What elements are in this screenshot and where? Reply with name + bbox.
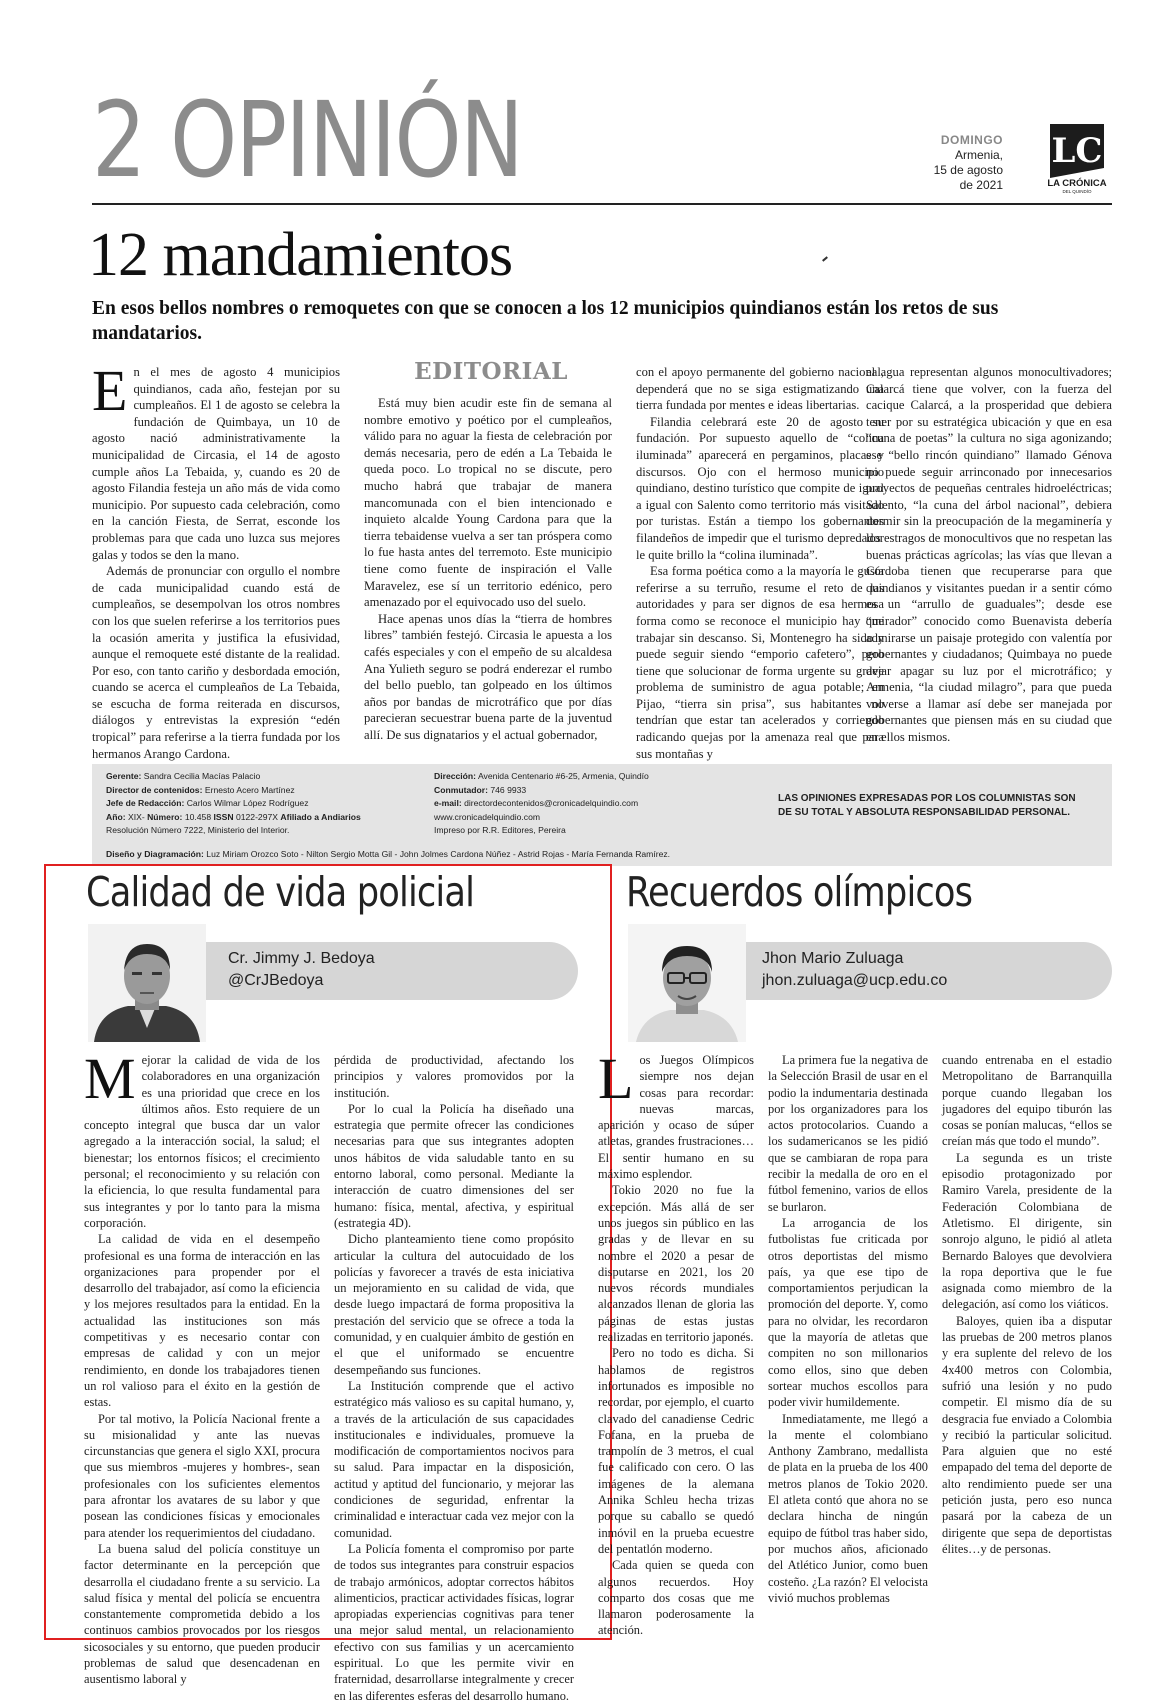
editorial-column-3 xyxy=(636,364,884,761)
editorial-column-1 xyxy=(92,358,340,761)
column-left-dropcap: M xyxy=(84,1046,136,1111)
logo-sub: DEL QUINDÍO xyxy=(1062,189,1092,194)
column-title-left: Calidad de vida policial xyxy=(86,868,475,916)
author-portrait-left xyxy=(88,924,206,1042)
author-name: Cr. Jimmy J. Bedoya xyxy=(228,950,375,967)
column-right-dropcap: L xyxy=(598,1046,634,1111)
paragraph: Cada quien se queda con algunos recuerdos. Hoy comparto dos cosas que me llamaron poderosamente la atención. xyxy=(598,1558,754,1638)
paragraph: Tokio 2020 no fue la excepción. Más allá de ser unos juegos sin público en las gradas y de llevar en su nombre el 2020 a pesar de disputarse en 2021, los 20 nuevos récords mundiales alcanzados llenan de gloria las páginas de estas justas realizadas en territorio japonés. xyxy=(598,1183,754,1345)
paragraph: con el apoyo permanente del gobierno nacional, dependerá que no se siga estigmatizando una tierra fundada por mentes e ideas libertarias. xyxy=(636,365,884,413)
paragraph: Filandia celebrará este 20 de agosto su fundación. Por supuesto aquello de “colina iluminada” aparecerá en pergaminos, placas y discursos. Ojo con el hermoso municipio quindiano, destino turístico que compite de igual a igual con Salento como territorio más visitado por turistas. Están a tiempo los gobernantes filandeños de impedir que el turismo depredador le quite brillo la “colina iluminada”. xyxy=(636,414,884,562)
disclaimer-notice: LAS OPINIONES EXPRESADAS POR LOS COLUMNISTAS SON DE SU TOTAL Y ABSOLUTA RESPONSABILIDAD PERSONAL. xyxy=(778,793,1076,818)
editorial-column-2 xyxy=(364,395,612,755)
column-right-text-2 xyxy=(768,1052,928,1632)
date-line1: 15 de agosto xyxy=(933,163,1003,177)
editorial-label: EDITORIAL xyxy=(414,358,568,385)
column-title-right: Recuerdos olímpicos xyxy=(626,868,973,916)
paragraph: Inmediatamente, me llegó a la mente el colombiano Anthony Zambrano, medallista de plata en la prueba de los 400 metros planos de Tokio 2020. El atleta contó que ahora no se declara hincha de ningún equipo de fútbol tras haber sido, por muchos años, aficionado del Atlético Junior, como buen costeño. ¿La razón? El velocista vivió muchos problemas xyxy=(768,1411,928,1605)
paragraph: La buena salud del policía constituye un factor determinante en la percepción que desarrolla el ciudadano frente a su servicio. La salud física y mental del policía se encuentra constantemente comprometida debido a los continuos cambios provocados por los riesgos sicosociales y su entorno, que pueden producir problemas de salud que desencadenan en ausentismo laboral y xyxy=(84,1541,320,1687)
column-right-text-1 xyxy=(598,1046,754,1638)
editorial-deck: En esos bellos nombres o remoquetes con que se conocen a los 12 municipios quindianos están los retos de sus mandatarios. xyxy=(92,298,999,344)
editorial-headline: 12 mandamientos xyxy=(88,221,513,289)
column-right-text-3 xyxy=(942,1052,1112,1632)
author-portrait-right xyxy=(628,924,746,1042)
paragraph: os Juegos Olímpicos siempre nos dejan cosas para recordar: nuevas marcas, aparición y ocaso de súper atletas, grandes frustraciones… El sentir humano en su máximo esplendor. xyxy=(598,1053,754,1182)
date-line2: de 2021 xyxy=(959,178,1003,192)
paragraph: ejorar la calidad de vida de los colaboradores en una organización es una prioridad que crece en los últimos años. Esto requiere de un concepto integral que busca dar un valor agregado a la interacción social, la salud; el bienestar; los entornos físicos; el crecimiento personal; el reconocimiento y su relación con la eficiencia, lo que resulta fundamental para sus integrantes y por lo tanto para la misma corporación. xyxy=(84,1053,320,1230)
paragraph: Hace apenas unos días la “tierra de hombres libres” también festejó. Circasia le apuesta a los cafés especiales y con el empeño de su alcaldesa Ana Yulieth seguro se podrá enderezar el rumbo del bello pueblo, tan golpeado en los últimos años por bandas de microtráfico que por días parecieran secuestrar buena parte de la juventud allí. De sus dignatarios y el actual gobernador, xyxy=(364,611,612,742)
author-bar-left xyxy=(152,942,578,1000)
paragraph: La arrogancia de los futbolistas fue criticada por otros deportistas del mismo país, ya que ese tipo de comportamientos perjudican la promoción del deporte. Y, como para no olvidar, les recordaron que la mayoría de atletas que compiten no son millonarios como ellos, sino que deben sortear muchos escollos para poder vivir humildemente. xyxy=(768,1215,928,1410)
paragraph: pérdida de productividad, afectando los principios y valores promovidos por la institución. xyxy=(334,1053,574,1100)
logo-name: LA CRÓNICA xyxy=(1047,178,1107,189)
section-title: 2 OPINIÓN xyxy=(92,79,523,201)
date-city: Armenia, xyxy=(954,148,1003,162)
header-rule xyxy=(92,203,1112,205)
newspaper-logo xyxy=(1040,120,1114,194)
paragraph: n el mes de agosto 4 municipios quindianos, cada año, festejan por su cumpleaños. El 1 de agosto se celebra la fundación de Quimbaya, un 10 de agosto nació administrativamente la municipalidad de Circasia, el 14 de agosto cumple años La Tebaida, y, cuando es 20 de agosto Filandia festeja un año más de vida como municipio. Por supuesto cada celebración, como en la canción Fiesta, de Serrat, esconde los problemas para que cada uno luzca sus mejores galas y todos se den la mano. xyxy=(92,365,340,562)
paragraph: Esa forma poética como a la mayoría le gusta referirse a su terruño, resume el reto de las autoridades y para ser dignos de esa hermosa forma como se reconoce el municipio hay que trabajar sin descanso. Si, Montenegro ha sido y puede seguir siendo “emporio cafetero”, pero tiene que solucionar de forma urgente su grave problema de suministro de agua potable; en Pijao, “tierra sin prisa”, sus habitantes no tendrían que estar tan acelerados y corriendo radicando quejas por la amenaza real que para sus montañas y xyxy=(636,564,884,761)
logo-letters: LC xyxy=(1051,131,1103,171)
editorial-column-4 xyxy=(866,364,1112,754)
paragraph: La segunda es un triste episodio protagonizado por Ramiro Varela, presidente de la Federación Colombiana de Atletismo. El dirigente, sin sonrojo alguno, le pidió al atleta Bernardo Baloyes que devolviera la ropa deportiva que le fue asignada como miembro de la delegación, así como los viáticos. xyxy=(942,1150,1112,1312)
paragraph: Pero no todo es dicha. Si hablamos de registros infortunados es imposible no recordar, por ejemplo, el cuarto clavado del canadiense Cedric Fofana, en la prueba de trampolín de 3 metros, el cual fue calificado con cero. O las imágenes de la alemana Annika Schleu hecha trizas porque su caballo se quedó inmóvil en la prueba ecuestre del pentatlón moderno. xyxy=(598,1346,754,1556)
paragraph: el agua representan algunos monocultivadores; Calarcá tiene que volver, con la fuerza del cacique Calarcá, a la prosperidad que debiera tener por su estratégica ubicación y que en esa “cuna de poetas” la cultura no siga agonizando; ese “bello rincón quindiano” llamado Génova no puede seguir arrinconado por innecesarios proyectos de pequeñas centrales hidroeléctricas; Salento, “la cuna del árbol nacional”, debiera dormir sin la preocupación de la megaminería y los estragos de monocultivos que no respetan las buenas prácticas agrícolas; las vías que llevan a Córdoba tienen que recuperarse para que quindianos y visitantes puedan ir a sentir cómo es un “arrullo de guaduales”; desde ese “mirador” conocido como Buenavista debería admirarse un paisaje protegido con valentía por gobernantes y ciudadanos; Quimbaya no puede dejar apagar su luz por el microtráfico; y Armenia, “la ciudad milagro”, para que pueda volverse a llamar así debe ser manejada por gobernantes que piensen más en su ciudad que en ellos mismos. xyxy=(866,365,1112,745)
masthead-middle: Dirección: Avenida Centenario #6-25, Armenia, Quindío Conmutador: 746 9933 e-mail: directordecontenidos@cronicadelquindio.com www.cronicadelquindio.com Impreso por R.R. Editores, Pereira xyxy=(434,771,649,836)
column-left-text-2 xyxy=(334,1052,574,1703)
column-left-text-1 xyxy=(84,1046,320,1687)
paragraph: Por tal motivo, la Policía Nacional frente a su misionalidad y ante las nuevas circunstancias que genera el siglo XXI, procura que sus miembros -mujeres y hombres-, sean profesionales con los suficientes elementos para afrontar los avatares de su labor y que posean las condiciones físicas y emocionales para atender los requerimientos del ciudadano. xyxy=(84,1411,320,1540)
paragraph: Dicho planteamiento tiene como propósito articular la cultura del autocuidado de los policías y favorecer a través de esta iniciativa un mejoramiento en su calidad de vida, que desde luego impactará de forma propositiva la prestación del servicio que se ofrece a toda la comunidad, y en cualquier ámbito de gestión en el que el uniformado se encuentre desempeñando sus funciones. xyxy=(334,1232,574,1377)
paragraph: Además de pronunciar con orgullo el nombre de cada municipalidad cuando está de cumpleaños, se desempolvan los otros nombres con los que suelen referirse a los territorios pues la ocasión amerita y justifica la efusividad, aunque el remoquete esté distante de la realidad. Por eso, con tanto cariño y desbordada emoción, cuando se acerca el cumpleaños de La Tebaida, se escucha de forma reiterada en discursos, diálogos y entrevistas la expresión “edén tropical” para referirse a la tierra fundada por los hermanos Arango Cardona. xyxy=(92,564,340,761)
date-day: DOMINGO xyxy=(940,133,1003,147)
author-bar-right xyxy=(692,942,1112,1000)
paragraph: Está muy bien acudir este fin de semana al nombre emotivo y poético por el cumpleaños, válido para no aguar la fiesta de celebración por demás necesaria, pero de edén a La Tebaida le queda poco. Lo tropical no se discute, pero mucho habrá que trabajar de manera mancomunada con el bien intencionado e inquieto alcalde Young Cardona para que la tierra tebaidense vuelva a ser tan próspera como lo fue hasta antes del terremoto. Este municipio tiene como fuente de inspiración el Valle Maravelez, ese sí un territorio edénico, pero amenazado por el equivocado uso del suelo. xyxy=(364,396,612,610)
masthead xyxy=(92,764,1112,866)
author-name: Jhon Mario Zuluaga xyxy=(762,950,904,967)
date-block xyxy=(934,133,1003,193)
paragraph: Baloyes, quien iba a disputar las pruebas de 200 metros planos y era suplente del relevo de los 4x400 metros con Colombia, sufrió una lesión y no pudo competir. El mismo día de su desgracia fue enviado a Colombia y recibió la particular solicitud. Para alguien que no esté empapado del tema del deporte de alto rendimiento puede ser una petición justa, pero eso nunca pasará por la cabeza de un dirigente que sepa de deportistas élites…y de personas. xyxy=(942,1313,1112,1556)
author-handle: @CrJBedoya xyxy=(228,972,324,989)
paragraph: La calidad de vida en el desempeño profesional es una forma de interacción en las organizaciones para propender por el desarrollo del trabajador, así como la eficiencia y los mejores resultados para la entidad. En la actualidad las instituciones son más competitivas y es necesario contar con empresas de calidad y con un mejor rendimiento, en donde los trabajadores tienen un rol valioso para el éxito en la gestión de estas. xyxy=(84,1232,320,1410)
paragraph: La Institución comprende que el activo estratégico más valioso es su capital humano, y, a través de la articulación de sus capacidades institucionales e individuales, promueve la modificación de comportamientos nocivos para su salud. Para impactar en la disposición, actitud y aptitud del funcionario, y mejorar las condiciones de seguridad, enfrentar la criminalidad e interactuar cada vez mejor con la comunidad. xyxy=(334,1378,574,1540)
editorial-dropcap: E xyxy=(92,358,128,423)
masthead-left: Gerente: Sandra Cecilia Macías Palacio Director de contenidos: Ernesto Acero Martínez Jefe de Redacción: Carlos Wilmar López Rodríguez Año: XIX- Número: 10.458 ISSN 0122-297X Afiliado a Andiarios Resolución Número 7222, Ministerio del Interior. xyxy=(106,771,361,836)
paragraph: La Policía fomenta el compromiso por parte de todos sus integrantes para construir espacios de trabajo armónicos, adoptar correctos hábitos alimenticios, practicar actividades físicas, lograr apropiadas experiencias cognitivas para tener una mejor salud mental, un relacionamiento efectivo con sus familias y un acercamiento espiritual. Lo que les permite vivir en fraternidad, desarrollarse integralmente y crecer en las diferentes esferas del desarrollo humano. xyxy=(334,1541,574,1703)
masthead-design: Diseño y Diagramación: Luz Miriam Orozco Soto - Nilton Sergio Motta Gil - John Jolmes Cardona Núñez - Astrid Rojas - María Fernanda Ramírez. xyxy=(106,849,671,859)
author-email: jhon.zuluaga@ucp.edu.co xyxy=(762,972,948,989)
paragraph: Por lo cual la Policía ha diseñado una estrategia que permite ofrecer las condiciones necesarias para que sus integrantes adopten unos hábitos de vida saludable tanto en su entorno laboral, como personal. Mediante la interacción de cuatro dimensiones del ser humano: física, mental, afectiva, y espiritual (estrategia 4D). xyxy=(334,1101,574,1230)
paragraph: La primera fue la negativa de la Selección Brasil de usar en el podio la indumentaria destinada por los organizadores para los actos protocolarios. Cuando a los sudamericanos se les pidió que se cambiaran de ropa para recibir la medalla de oro en el fútbol femenino, varios de ellos se burlaron. xyxy=(768,1053,928,1214)
paragraph: cuando entrenaba en el estadio Metropolitano de Barranquilla porque cuando llegaban los jugadores del equipo tiburón las cosas se ponían malucas, “ellos se creían más que todo el mundo”. xyxy=(942,1053,1112,1149)
stray-mark xyxy=(822,256,828,261)
